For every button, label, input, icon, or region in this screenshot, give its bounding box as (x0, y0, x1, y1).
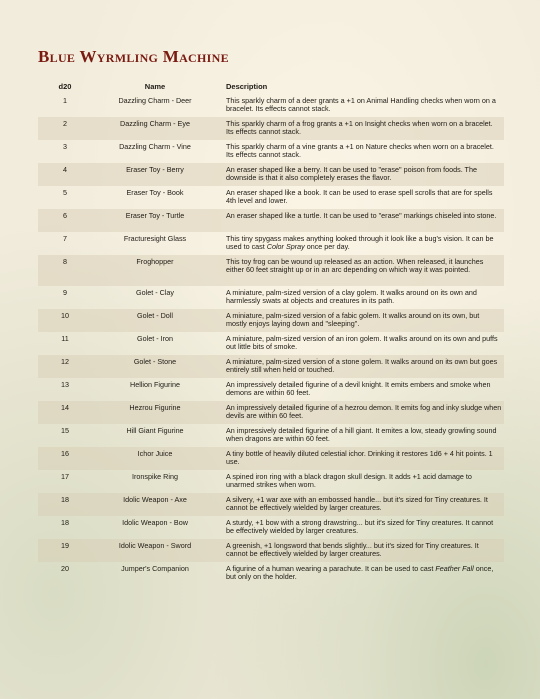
row-description: A tiny bottle of heavily diluted celestial ichor. Drinking it restores 1d6 + 4 hit points. 1 use. (226, 449, 493, 467)
row-name: Fracturesight Glass (123, 234, 187, 243)
row-description: A greenish, +1 longsword that bends slightly... but it's sized for Tiny creatures. It cannot be effectively wielded by larger creatures. (226, 541, 479, 559)
row-d20: 15 (61, 426, 69, 435)
row-description: A silvery, +1 war axe with an embossed handle... but it's sized for Tiny creatures. It cannot be effectively wielded by larger creatures. (226, 495, 488, 513)
table-row (38, 94, 504, 117)
row-description: A spined iron ring with a black dragon skull design. It adds +1 acid damage to unarmed strikes when worn. (226, 472, 472, 490)
row-description: An impressively detailed figurine of a devil knight. It emits embers and smoke when demons are within 60 feet. (226, 380, 491, 398)
row-description: An eraser shaped like a book. It can be used to erase spell scrolls that are for spells 4th level and lower. (226, 188, 493, 206)
row-d20: 17 (61, 472, 69, 481)
spell-name: Feather Fall (435, 564, 474, 573)
row-name: Idolic Weapon - Bow (122, 518, 188, 527)
row-d20: 10 (61, 311, 69, 320)
row-d20: 1 (63, 96, 67, 105)
row-description: A miniature, palm-sized version of a fabic golem. It walks around on its own, but mostly enjoys laying down and "sleeping". (226, 311, 480, 329)
table-row (38, 447, 504, 470)
row-d20: 18 (61, 518, 69, 527)
row-d20: 11 (61, 334, 69, 343)
table-row (38, 186, 504, 209)
table-row (38, 516, 504, 539)
table-row (38, 424, 504, 447)
header-d20: d20 (58, 82, 72, 91)
row-description: A figurine of a human wearing a parachute. It can be used to cast Feather Fall once, but only on the holder. (226, 564, 494, 582)
row-name: Golet - Clay (136, 288, 174, 297)
row-name: Golet - Stone (133, 357, 177, 366)
row-d20: 16 (61, 449, 69, 458)
page-title: Blue Wyrmling Machine (38, 47, 229, 66)
row-d20: 9 (63, 288, 67, 297)
row-d20: 4 (63, 165, 67, 174)
header-name: Name (144, 82, 166, 91)
table-row (38, 255, 504, 286)
row-d20: 5 (63, 188, 67, 197)
row-description: An eraser shaped like a berry. It can be used to "erase" poison from foods. The downside is that it also completely erases the flavor. (226, 165, 477, 183)
row-d20: 12 (61, 357, 69, 366)
row-description: This sparkly charm of a vine grants a +1 on Nature checks when worn on a bracelet. Its effects cannot stack. (226, 142, 494, 160)
row-description: A miniature, palm-sized version of a stone golem. It walks around on its own but goes entirely still when held or touched. (226, 357, 498, 375)
row-d20: 14 (61, 403, 69, 412)
table-row (38, 140, 504, 163)
row-name: Golet - Iron (137, 334, 173, 343)
row-name: Ichor Juice (137, 449, 173, 458)
table-row (38, 163, 504, 186)
table-row (38, 286, 504, 309)
row-description: A miniature, palm-sized version of a clay golem. It walks around on its own and harmlessly swats at objects and creatures in its path. (226, 288, 477, 306)
table-row (38, 378, 504, 401)
table-row (38, 539, 504, 562)
row-name: Hellion Figurine (130, 380, 180, 389)
row-description: A sturdy, +1 bow with a strong drawstring... but it's sized for Tiny creatures. It cannot be effectively wielded by larger creatures. (226, 518, 494, 536)
row-description: An impressively detailed figurine of a hezrou demon. It emits fog and inky sludge when devils are within 60 feet. (226, 403, 502, 421)
table-row (38, 401, 504, 424)
table-row (38, 562, 504, 586)
table-row (38, 355, 504, 378)
table-body (38, 94, 504, 586)
row-description: This sparkly charm of a frog grants a +1 on Insight checks when worn on a bracelet. Its effects cannot stack. (226, 119, 493, 137)
row-description: This tiny spygass makes anything looked through it look like a bug's vision. It can be used to cast Color Spray once per day. (226, 234, 494, 252)
row-d20: 6 (63, 211, 67, 220)
row-name: Hezrou Figurine (129, 403, 181, 412)
spell-name: Color Spray (266, 242, 305, 252)
row-description: This sparkly charm of a deer grants a +1 on Animal Handling checks when worn on a bracelet. Its effects cannot stack. (226, 96, 496, 114)
row-name: Hill Giant Figurine (126, 426, 184, 435)
table-row (38, 493, 504, 516)
row-d20: 18 (61, 495, 69, 504)
row-description: This toy frog can be wound up released as an action. When released, it launches either 60 feet straight up or in an arc depending on which way it was pointed. (226, 257, 484, 275)
row-name: Dazzling Charm - Deer (118, 96, 192, 105)
row-name: Eraser Toy - Book (126, 188, 184, 197)
row-name: Idolic Weapon - Sword (118, 541, 192, 550)
row-d20: 13 (61, 380, 69, 389)
row-d20: 19 (61, 541, 69, 550)
table-header (38, 82, 502, 94)
row-name: Jumper's Companion (121, 564, 189, 573)
row-name: Eraser Toy - Berry (126, 165, 184, 174)
row-name: Froghopper (136, 257, 174, 266)
table-row (38, 332, 504, 355)
table-row (38, 232, 504, 255)
row-description: An impressively detailed figurine of a hill giant. It emites a low, steady growling sound when dragons are within 60 feet. (226, 426, 497, 444)
row-description: An eraser shaped like a turtle. It can be used to "erase" markings chiseled into stone. (226, 211, 497, 220)
row-description: A miniature, palm-sized version of an iron golem. It walks around on its own and puffs out little bits of smoke. (226, 334, 498, 352)
header-description: Description (226, 82, 268, 91)
table-row (38, 117, 504, 140)
row-name: Dazzling Charm - Vine (119, 142, 191, 151)
row-d20: 2 (63, 119, 67, 128)
table-row (38, 209, 504, 232)
row-name: Dazzling Charm - Eye (120, 119, 190, 128)
row-d20: 7 (63, 234, 67, 243)
row-name: Idolic Weapon - Axe (123, 495, 187, 504)
row-name: Eraser Toy - Turtle (125, 211, 185, 220)
row-d20: 3 (63, 142, 67, 151)
row-d20: 20 (61, 564, 69, 573)
table-row (38, 470, 504, 493)
row-d20: 8 (63, 257, 67, 266)
row-name: Ironspike Ring (132, 472, 178, 481)
table-row (38, 309, 504, 332)
row-name: Golet - Doll (137, 311, 173, 320)
